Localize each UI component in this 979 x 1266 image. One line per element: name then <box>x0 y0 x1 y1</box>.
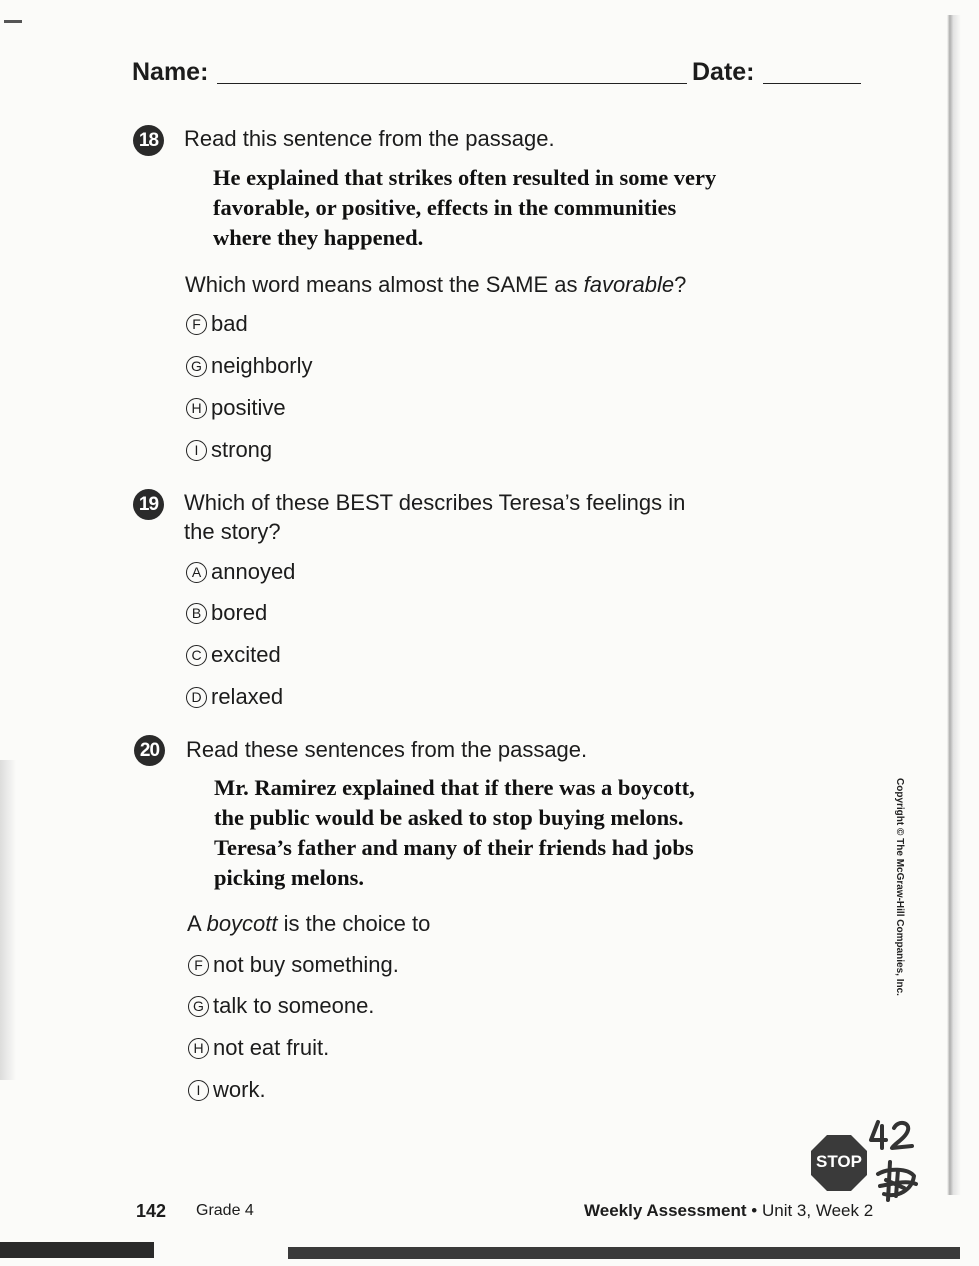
prompt-text: is the choice to <box>277 911 431 936</box>
copyright-notice: Copyright © The McGraw-Hill Companies, Inc. <box>894 778 905 996</box>
scan-corner-mark <box>4 20 22 23</box>
answer-option-c[interactable] <box>186 642 281 668</box>
answer-option-i[interactable] <box>188 1077 266 1103</box>
stem-line: the story? <box>184 519 281 544</box>
name-field[interactable] <box>217 83 687 84</box>
footer-bullet: • <box>751 1201 758 1220</box>
answer-bubble[interactable]: H <box>188 1038 209 1059</box>
question-20-prompt <box>187 909 430 938</box>
option-text: work. <box>213 1077 266 1102</box>
answer-bubble[interactable]: I <box>188 1080 209 1101</box>
question-18-prompt <box>185 270 686 299</box>
prompt-text: Which word means almost the SAME as <box>185 272 584 297</box>
answer-bubble[interactable]: D <box>186 687 207 708</box>
assessment-title: Weekly Assessment <box>584 1201 747 1220</box>
answer-bubble[interactable]: I <box>186 440 207 461</box>
answer-option-b[interactable] <box>186 600 267 626</box>
answer-option-f[interactable] <box>188 952 399 978</box>
option-text: talk to someone. <box>213 993 375 1018</box>
grade-label: Grade 4 <box>196 1202 254 1219</box>
option-text: not eat fruit. <box>213 1035 330 1060</box>
page-number: 142 <box>136 1201 167 1221</box>
unit-label: Unit 3, Week 2 <box>761 1201 874 1220</box>
option-text: relaxed <box>211 684 284 709</box>
answer-option-f[interactable] <box>186 311 248 337</box>
scan-bottom-bar-right <box>288 1247 960 1259</box>
date-label: Date: <box>692 58 755 86</box>
option-text: positive <box>211 395 286 420</box>
answer-bubble[interactable]: G <box>186 356 207 377</box>
option-text: bored <box>211 600 268 625</box>
assessment-label <box>584 1200 873 1222</box>
answer-option-h[interactable] <box>188 1035 329 1061</box>
option-text: neighborly <box>211 353 313 378</box>
prompt-text: ? <box>674 272 687 297</box>
answer-bubble[interactable]: B <box>186 603 207 624</box>
quote-line: He explained that strikes often resulted in some very <box>213 165 717 190</box>
handwritten-score-mark <box>868 1118 924 1208</box>
date-field[interactable] <box>763 83 861 84</box>
quote-line: Teresa’s father and many of their friends had jobs <box>214 835 694 860</box>
scan-edge-left <box>0 760 16 1080</box>
option-text: strong <box>211 437 273 462</box>
quote-line: the public would be asked to stop buying melons. <box>214 805 684 830</box>
answer-bubble[interactable]: F <box>186 314 207 335</box>
answer-bubble[interactable]: F <box>188 955 209 976</box>
quote-line: Mr. Ramirez explained that if there was a boycott, <box>214 775 695 800</box>
quote-line: favorable, or positive, effects in the communities <box>213 195 677 220</box>
answer-option-h[interactable] <box>186 395 286 421</box>
stop-label: STOP <box>816 1152 862 1171</box>
answer-bubble[interactable]: A <box>186 562 207 583</box>
scan-bottom-bar-left <box>0 1242 154 1258</box>
scan-edge-right <box>947 15 961 1195</box>
question-18-stem: Read this sentence from the passage. <box>184 126 555 151</box>
prompt-text: A <box>187 911 207 936</box>
option-text: excited <box>211 642 281 667</box>
question-18-quote <box>213 163 716 253</box>
answer-option-g[interactable] <box>186 353 313 379</box>
quote-line: where they happened. <box>213 225 424 250</box>
stem-line: Which of these BEST describes Teresa’s feelings in <box>184 490 686 515</box>
question-20-quote <box>214 773 695 893</box>
option-text: bad <box>211 311 248 336</box>
answer-option-i[interactable] <box>186 437 272 463</box>
question-19-stem <box>184 488 685 546</box>
option-text: not buy something. <box>213 952 399 977</box>
question-number-badge: 20 <box>134 735 165 766</box>
option-text: annoyed <box>211 559 296 584</box>
question-number-badge: 19 <box>133 489 164 520</box>
answer-option-g[interactable] <box>188 993 374 1019</box>
answer-bubble[interactable]: G <box>188 996 209 1017</box>
answer-bubble[interactable]: H <box>186 398 207 419</box>
question-20-stem: Read these sentences from the passage. <box>186 737 588 762</box>
name-label: Name: <box>132 58 209 86</box>
quote-line: picking melons. <box>214 865 365 890</box>
prompt-emphasis: favorable <box>583 272 675 297</box>
answer-bubble[interactable]: C <box>186 645 207 666</box>
prompt-emphasis: boycott <box>206 911 278 936</box>
answer-option-d[interactable] <box>186 684 283 710</box>
answer-option-a[interactable] <box>186 559 295 585</box>
question-number-badge: 18 <box>133 125 164 156</box>
